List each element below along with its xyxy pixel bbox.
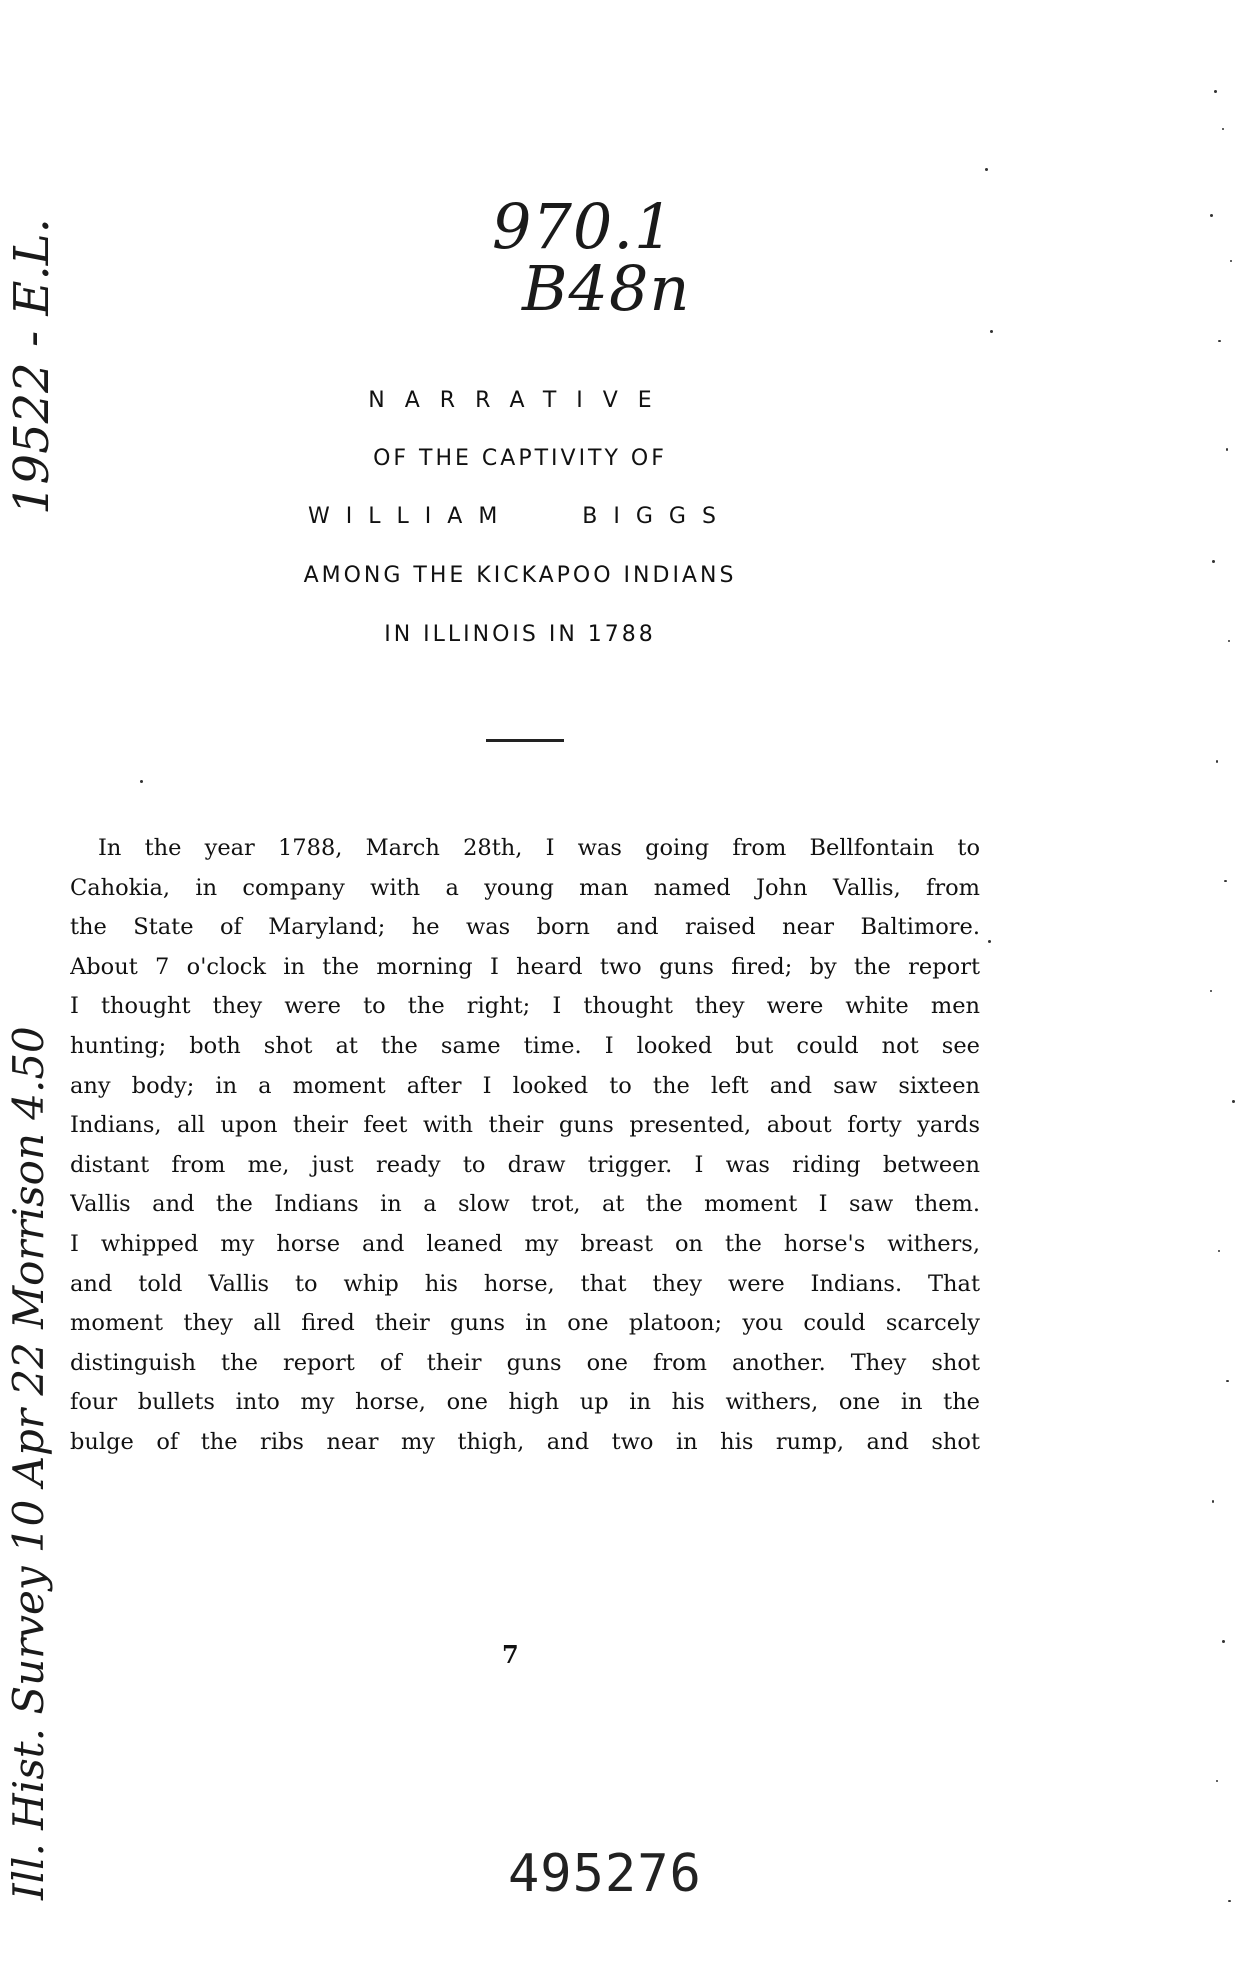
body-line: moment they all fired their guns in one platoon; you could scarcely [70,1310,980,1337]
title-captivity: OF THE CAPTIVITY OF [373,446,667,471]
body-line: any body; in a moment after I looked to the left and saw sixteen [70,1072,980,1099]
body-line: I whipped my horse and leaned my breast on the horse's withers, [70,1230,980,1257]
body-line: In the year 1788, March 28th, I was going from Bellfontain to [98,835,980,861]
body-line: distant from me, just ready to draw trigger. I was riding between [70,1151,980,1178]
body-line: About 7 o'clock in the morning I heard two guns fired; by the report [70,953,980,980]
title-narrative: NARRATIVE [368,388,672,413]
body-line: distinguish the report of their guns one from another. They shot [70,1349,980,1376]
body-line: Cahokia, in company with a young man named John Vallis, from [70,874,980,901]
margin-note-bottom: Ill. Hist. Survey 10 Apr 22 Morrison 4.50 [4,1026,53,1900]
body-line: Indians, all upon their feet with their guns presented, about forty yards [70,1112,980,1139]
body-line: hunting; both shot at the same time. I looked but could not see [70,1032,980,1059]
title-among: AMONG THE KICKAPOO INDIANS [303,563,737,588]
body-line: four bullets into my horse, one high up in his withers, one in the [70,1389,980,1416]
body-line: I thought they were to the right; I thought they were white men [70,993,980,1020]
body-paragraph [70,829,980,1463]
title-year: IN ILLINOIS IN 1788 [384,622,656,647]
margin-note-top: 19522 - E.L. [4,218,60,515]
call-number-line1: 970.1 [492,190,675,263]
title-name: WILLIAM BIGGS [308,504,732,529]
page-number: 7 [502,1640,519,1669]
body-line: Vallis and the Indians in a slow trot, at the moment I saw them. [70,1191,980,1218]
title-divider [486,739,564,742]
accession-stamp: 495276 [508,1844,702,1904]
call-number-line2: B48n [522,252,691,325]
body-line: and told Vallis to whip his horse, that they were Indians. That [70,1270,980,1297]
body-line: bulge of the ribs near my thigh, and two in his rump, and shot [70,1428,980,1455]
body-line: the State of Maryland; he was born and raised near Baltimore. [70,914,980,941]
